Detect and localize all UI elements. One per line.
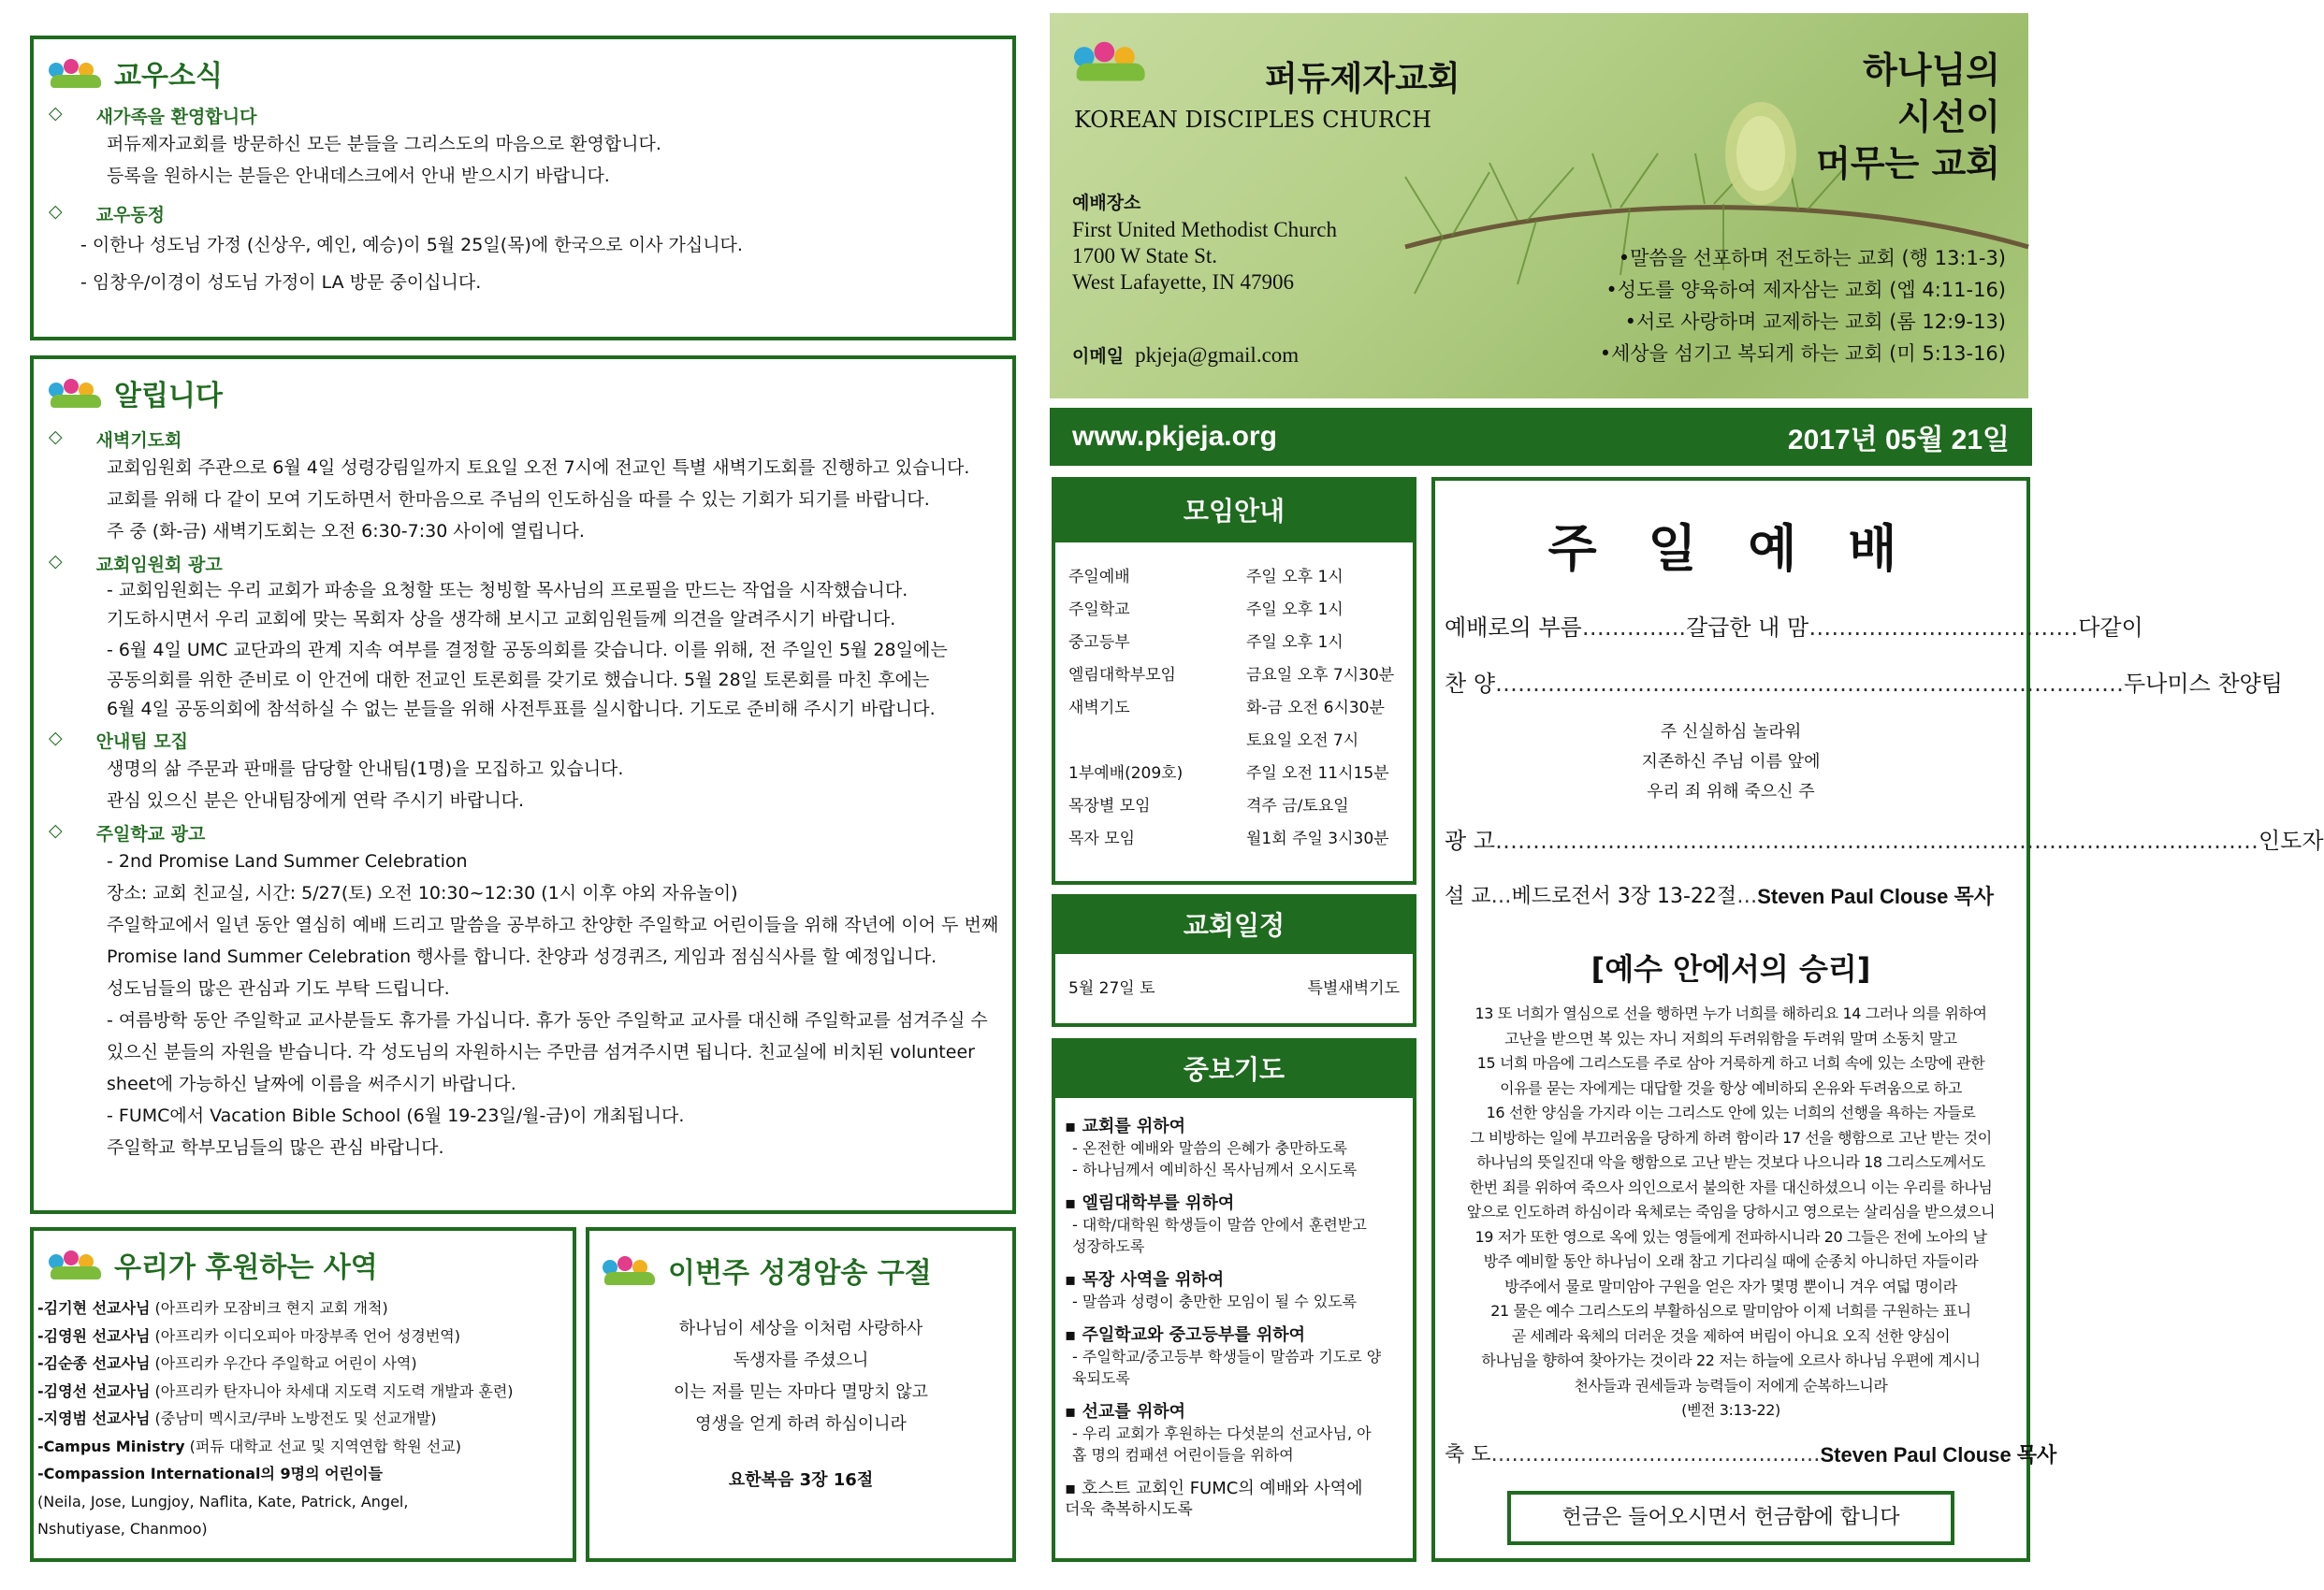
church-name-ko: 퍼듀제자교회 — [1265, 60, 1460, 98]
order-label: 찬 양 — [1445, 671, 1495, 697]
announcement-line: 공동의회를 위한 준비로 이 안건에 대한 전교인 토론회를 갖기로 했습니다. 5월 28일 토론회를 마친 후에는 — [107, 670, 930, 690]
offering-note: 헌금은 들어오시면서 헌금함에 합니다 — [1507, 1491, 1954, 1545]
slogan-line: 시선이 — [1896, 96, 2000, 137]
announcement-line: 성도님들의 많은 관심과 기도 부탁 드립니다. — [107, 978, 450, 999]
email-row — [1072, 342, 1299, 368]
announcement-line: 관심 있으신 분은 안내팀장에게 연락 주시기 바랍니다. — [107, 790, 525, 811]
news-line: 퍼듀제자교회를 방문하신 모든 분들을 그리스도의 마음으로 환영합니다. — [107, 134, 661, 154]
meeting-row: 토요일 오전 7시 — [1246, 731, 1359, 750]
mission-item: -김영원 선교사님 (아프리카 이디오피아 마장부족 언어 성경번역) — [37, 1326, 460, 1345]
verse-line: 영생을 얻게 하려 하심이니라 — [695, 1414, 907, 1434]
worship-place-label: 예배장소 — [1072, 193, 1141, 213]
address-line: First United Methodist Church — [1072, 218, 1338, 241]
hymn-line: 지존하신 주님 이름 앞에 — [1641, 752, 1821, 772]
memory-verse-title: 이번주 성경암송 구절 — [668, 1257, 932, 1290]
benediction: 축 도 ………………………………………… Steven Paul Clouse 목사 — [1445, 1427, 2017, 1483]
motto-line: •성도를 양육하여 제자삼는 교회 (엡 4:11-16) — [1605, 279, 2006, 301]
meetings-section — [1052, 477, 1416, 885]
announcements-section — [30, 355, 1016, 1214]
order-mid: 베드로전서 3장 13-22절 — [1511, 885, 1737, 908]
news-line: - 이한나 성도님 가정 (신상우, 예인, 예승)이 5월 25일(목)에 한국으로 이사 가십니다. — [80, 235, 743, 255]
announcement-item — [49, 426, 997, 547]
meeting-row: 1부예배(209호) 주일 오전 11시15분 — [1068, 764, 1389, 783]
motto-line: •서로 사랑하며 교제하는 교회 (롬 12:9-13) — [1624, 311, 2006, 333]
meetings-table — [1055, 542, 1413, 856]
missions-header — [37, 1244, 569, 1285]
announcement-line: 주일학교에서 일년 동안 열심히 예배 드리고 말씀을 공부하고 찬양한 주일학교 어린이들을 위해 작년에 이어 두 번째 — [107, 915, 999, 935]
mission-item: -김기현 선교사님 (아프리카 모잠비크 현지 교회 개척) — [37, 1299, 388, 1317]
news-item — [49, 103, 997, 192]
meeting-row: 엘림대학부모임 금요일 오후 7시30분 — [1068, 666, 1395, 685]
website-bar — [1050, 408, 2032, 466]
sermon-title: [예수 안에서의 승리] — [1590, 951, 1871, 987]
church-logo-icon — [1074, 39, 1150, 82]
mission-item: -김영선 선교사님 (아프리카 탄자니아 차세대 지도력 지도력 개발과 훈련) — [37, 1381, 514, 1400]
order-right: Steven Paul Clouse 목사 — [1820, 1442, 2057, 1467]
prayer-item: ▪ 호스트 교회인 FUMC의 예배와 사역에 더욱 축복하시도록 — [1065, 1479, 1363, 1519]
memory-verse-text — [603, 1313, 999, 1496]
announcement-line: 6월 4일 공동의회에 참석하실 수 없는 분들을 위해 사전투표를 실시합니다. 기도로 준비해 주시기 바랍니다. — [107, 699, 936, 719]
announcement-line: 교회임원회 주관으로 6월 4일 성령강림일까지 토요일 오전 7시에 전교인 특별 새벽기도회를 진행하고 있습니다. — [107, 457, 970, 478]
hymn-line: 주 신실하심 놀라워 — [1660, 722, 1802, 742]
verse-reference: 요한복음 3장 16절 — [728, 1470, 874, 1490]
church-logo-icon — [49, 1249, 105, 1280]
mission-item: -김순종 선교사님 (아프리카 우간다 주일학교 어린이 사역) — [37, 1354, 417, 1372]
verse-line: 독생자를 주셨으니 — [733, 1351, 869, 1370]
news-line: - 임창우/이경이 성도님 가정이 LA 방문 중이십니다. — [80, 272, 482, 293]
church-logo-icon — [49, 377, 105, 409]
order-right: 다같이 — [2078, 614, 2143, 641]
announcement-heading: 주일학교 광고 — [95, 824, 206, 845]
website-link[interactable]: www.pkjeja.org — [1072, 421, 1277, 452]
order-label: 예배로의 부름 — [1445, 614, 1582, 641]
worship-section — [1431, 477, 2324, 1562]
order-right: 두나미스 찬양팀 — [2124, 671, 2283, 697]
calendar-section — [1052, 894, 1416, 1027]
news-item-heading: 교우동정 — [95, 205, 166, 225]
meeting-row: 주일예배 주일 오후 1시 — [1068, 568, 1344, 586]
diamond-icon: ◇ — [49, 820, 63, 841]
announcement-line: - 교회임원회는 우리 교회가 파송을 요청할 또는 청빙할 목사님의 프로필을 만드는 작업을 시작했습니다. — [107, 580, 908, 600]
announcements-header — [49, 372, 997, 413]
announcement-item — [49, 820, 997, 1164]
prayer-item: ▪ 목장 사역을 위하여 - 말씀과 성령이 충만한 모임이 될 수 있도록 — [1065, 1270, 1358, 1310]
meeting-row: 목장별 모임 격주 금/토요일 — [1068, 797, 1349, 816]
announcement-line: 있으신 분들의 자원을 받습니다. 각 성도님의 자원하시는 주만큼 섬겨주시면 됩니다. 친교실에 비치된 volunteer — [107, 1042, 975, 1062]
slogan-line: 하나님의 — [1863, 50, 2000, 91]
intercession-title: 중보기도 — [1055, 1042, 1413, 1098]
church-logo-icon — [49, 57, 105, 89]
missions-title: 우리가 후원하는 사역 — [114, 1251, 378, 1284]
announcement-item — [49, 551, 997, 724]
order-item: 예배로의 부름 ………….. 갈급한 내 맘 ……………………………… 다같이 — [1445, 600, 2017, 656]
order-right: Steven Paul Clouse 목사 — [1757, 885, 1994, 908]
announcements-title: 알립니다 — [114, 380, 223, 412]
announcement-line: Promise land Summer Celebration 행사를 합니다. 찬양과 성경퀴즈, 게임과 점심식사를 할 예정입니다. — [107, 947, 937, 967]
news-item-heading: 새가족을 환영합니다 — [95, 107, 257, 127]
intercession-list — [1055, 1098, 1413, 1521]
order-item: 광 고 ………………………………………………………………………………………… 인도자 — [1445, 813, 2017, 869]
announcement-line: 주 중 (화-금) 새벽기도회는 오전 6:30-7:30 사이에 열립니다. — [107, 521, 585, 542]
order-item: 찬 양 ………………………………………………………………………… 두나미스 찬양팀 — [1445, 656, 2017, 712]
church-name-en: KOREAN DISCIPLES CHURCH — [1074, 107, 1432, 133]
announcement-heading: 교회임원회 광고 — [95, 555, 223, 575]
meeting-row: 새벽기도 화-금 오전 6시30분 — [1068, 699, 1385, 717]
news-line: 등록을 원하시는 분들은 안내데스크에서 안내 받으시기 바랍니다. — [107, 166, 610, 186]
prayer-item: ▪ 교회를 위하여 - 온전한 예배와 말씀의 은혜가 충만하도록 - 하나님께서 예비하신 목사님께서 오시도록 — [1065, 1117, 1358, 1178]
email-label: 이메일 — [1072, 346, 1125, 367]
scripture-text: 13 또 너희가 열심으로 선을 행하면 누가 너희를 해하리요 14 그러나 의를 위하여 고난을 받으면 복 있는 자니 저희의 두려워함을 두려워 말며 소동치 말고 15 너희 마음에 그리스도를 주로 삼아 거룩하게 하고 너희 속에 있는 소망에 관한 이유를 묻는 자에게는 대답할 것을 항상 예비하되 온유와 두려움으로 하고 16 선한 양심을 가지라 이는 그리스도 안에 있는 너희의 선행을 욕하는 자들로 그 비방하는 일에 부끄러움을 당하게 하려 함이라 17 선을 행함으로 고난 받는 것이 하나님의 뜻일진대 악을 행함으로 고난 받는 것보다 나으니라 18 그리스도께서도 한번 죄를 위하여 죽으사 의인으로서 불의한 자를 대신하셨으니 이는 우리를 하나님 앞으로 인도하려 하심이라 육체로는 죽임을 당하시고 영으로는 살리심을 받으셨으니 19 저가 또한 영으로 옥에 있는 영들에게 전파하시니라 20 그들은 전에 노아의 날 방주 예비할 동안 하나님이 오래 참고 기다리실 때에 순종치 아니하던 자들이라 방주에서 물로 말미암아 구원을 얻은 자가 몇명 뿐이니 겨우 여덟 명이라 21 물은 예수 그리스도의 부활하심으로 말미암아 이제 너희를 구원하는 표니 곧 세례라 육체의 더러운 것을 제하여 버림이 아니요 오직 선한 양심이 하나님을 향하여 찾아가는 것이라 22 저는 하늘에 오르사 하나님 우편에 계시니 천사들과 권세들과 능력들이 저에게 순복하느니라 (벧전 3:13-22) — [1466, 1005, 1996, 1419]
missions-section — [30, 1227, 576, 1562]
header-banner — [1050, 13, 2028, 398]
announcement-line: - 6월 4일 UMC 교단과의 관계 지속 여부를 결정할 공동의회를 갖습니다. 이를 위해, 전 주일인 5월 28일에는 — [107, 640, 948, 660]
slogan — [1816, 47, 2000, 187]
order-item: 설 교 … 베드로전서 3장 13-22절 … Steven Paul Clouse 목사 — [1445, 869, 2017, 925]
diamond-icon: ◇ — [49, 426, 63, 447]
announcement-line: 교회를 위해 다 같이 모여 기도하면서 한마음으로 주님의 인도하심을 따를 수 있는 기회가 되기를 바랍니다. — [107, 489, 930, 510]
calendar-row — [1055, 954, 1413, 998]
email-link[interactable]: pkjeja@gmail.com — [1135, 343, 1300, 367]
news-item — [49, 201, 997, 301]
calendar-date: 5월 27일 토 — [1068, 979, 1155, 998]
order-label: 광 고 — [1445, 828, 1495, 854]
mission-item: -Campus Ministry (퍼듀 대학교 선교 및 지역연합 학원 선교) — [37, 1437, 461, 1455]
announcement-heading: 새벽기도회 — [95, 430, 182, 451]
memory-verse-header — [603, 1250, 999, 1291]
motto-line: •세상을 섬기고 복되게 하는 교회 (미 5:13-16) — [1599, 342, 2006, 365]
news-header — [49, 52, 997, 94]
announcement-item — [49, 728, 997, 817]
meeting-row: 주일학교 주일 오후 1시 — [1068, 600, 1344, 619]
mission-item: -지영범 선교사님 (중남미 멕시코/쿠바 노방전도 및 선교개발) — [37, 1409, 437, 1427]
address-line: West Lafayette, IN 47906 — [1072, 270, 1295, 294]
meetings-title: 모임안내 — [1055, 481, 1413, 542]
prayer-item: ▪ 주일학교와 중고등부를 위하여 - 주일학교/중고등부 학생들이 말씀과 기도로 양 육되도록 — [1065, 1325, 1382, 1387]
diamond-icon: ◇ — [49, 201, 63, 222]
bulletin-date: 2017년 05월 21일 — [1787, 425, 2010, 455]
order-right: 인도자 — [2259, 828, 2324, 854]
announcement-line: sheet에 가능하신 날짜에 이름을 써주시기 바랍니다. — [107, 1074, 516, 1094]
news-section — [30, 36, 1016, 340]
announcement-line: - 2nd Promise Land Summer Celebration — [107, 851, 468, 872]
order-mid: 갈급한 내 맘 — [1686, 614, 1809, 641]
announcement-line: - FUMC에서 Vacation Bible School (6월 19-23일/월-금)이 개최됩니다. — [107, 1106, 685, 1126]
church-mottos — [1600, 242, 2006, 369]
diamond-icon: ◇ — [49, 551, 63, 571]
order-label: 축 도 — [1445, 1442, 1491, 1467]
announcement-heading: 안내팀 모집 — [95, 731, 189, 752]
diamond-icon: ◇ — [49, 728, 63, 748]
worship-title: 주 일 예 배 — [1547, 519, 1914, 578]
church-logo-icon — [603, 1254, 659, 1286]
announcement-line: 기도하시면서 우리 교회에 맞는 목회자 상을 생각해 보시고 교회임원들께 의견을 알려주시기 바랍니다. — [107, 609, 896, 629]
memory-verse-section — [586, 1227, 1016, 1562]
verse-line: 이는 저를 믿는 자마다 멸망치 않고 — [673, 1382, 929, 1402]
news-title: 교우소식 — [114, 60, 223, 93]
announcement-line: 주일학교 학부모님들의 많은 관심 바랍니다. — [107, 1137, 444, 1158]
announcement-line: 생명의 삶 주문과 판매를 담당할 안내팀(1명)을 모집하고 있습니다. — [107, 759, 624, 779]
hymn-list — [1445, 717, 2017, 807]
meeting-row: 목자 모임 월1회 주일 3시30분 — [1068, 830, 1389, 848]
calendar-event: 특별새벽기도 — [1307, 979, 1400, 998]
address-line: 1700 W State St. — [1072, 244, 1218, 267]
mission-children: Nshutiyase, Chanmoo) — [37, 1520, 208, 1538]
verse-line: 하나님이 세상을 이처럼 사랑하사 — [678, 1319, 923, 1338]
order-label: 설 교 — [1445, 885, 1491, 908]
slogan-line: 머무는 교회 — [1816, 143, 2000, 184]
missions-list — [37, 1294, 569, 1543]
meeting-row: 중고등부 주일 오후 1시 — [1068, 633, 1344, 652]
worship-address — [1072, 217, 1337, 296]
announcement-line: 장소: 교회 친교실, 시간: 5/27(토) 오전 10:30~12:30 (1시 이후 야외 자유놀이) — [107, 883, 738, 903]
announcement-line: - 여름방학 동안 주일학교 교사분들도 휴가를 가십니다. 휴가 동안 주일학교 교사를 대신해 주일학교를 섬겨주실 수 — [107, 1010, 988, 1031]
prayer-item: ▪ 엘림대학부를 위하여 - 대학/대학원 학생들이 말씀 안에서 훈련받고 성장하도록 — [1065, 1193, 1367, 1255]
mission-item: -Compassion International의 9명의 어린이들 — [37, 1465, 383, 1482]
hymn-line: 우리 죄 위해 죽으신 주 — [1647, 782, 1815, 802]
motto-line: •말씀을 선포하며 전도하는 교회 (행 13:1-3) — [1618, 247, 2006, 269]
header-logo — [1074, 39, 1130, 71]
prayer-item: ▪ 선교를 위하여 - 우리 교회가 후원하는 다섯분의 선교사님, 아 홉 명의 컴패션 어린이들을 위하여 — [1065, 1402, 1372, 1464]
mission-children: (Neila, Jose, Lungjoy, Naflita, Kate, Patrick, Angel, — [37, 1492, 409, 1510]
diamond-icon: ◇ — [49, 103, 63, 123]
calendar-title: 교회일정 — [1055, 898, 1413, 954]
intercession-section — [1052, 1038, 1416, 1562]
